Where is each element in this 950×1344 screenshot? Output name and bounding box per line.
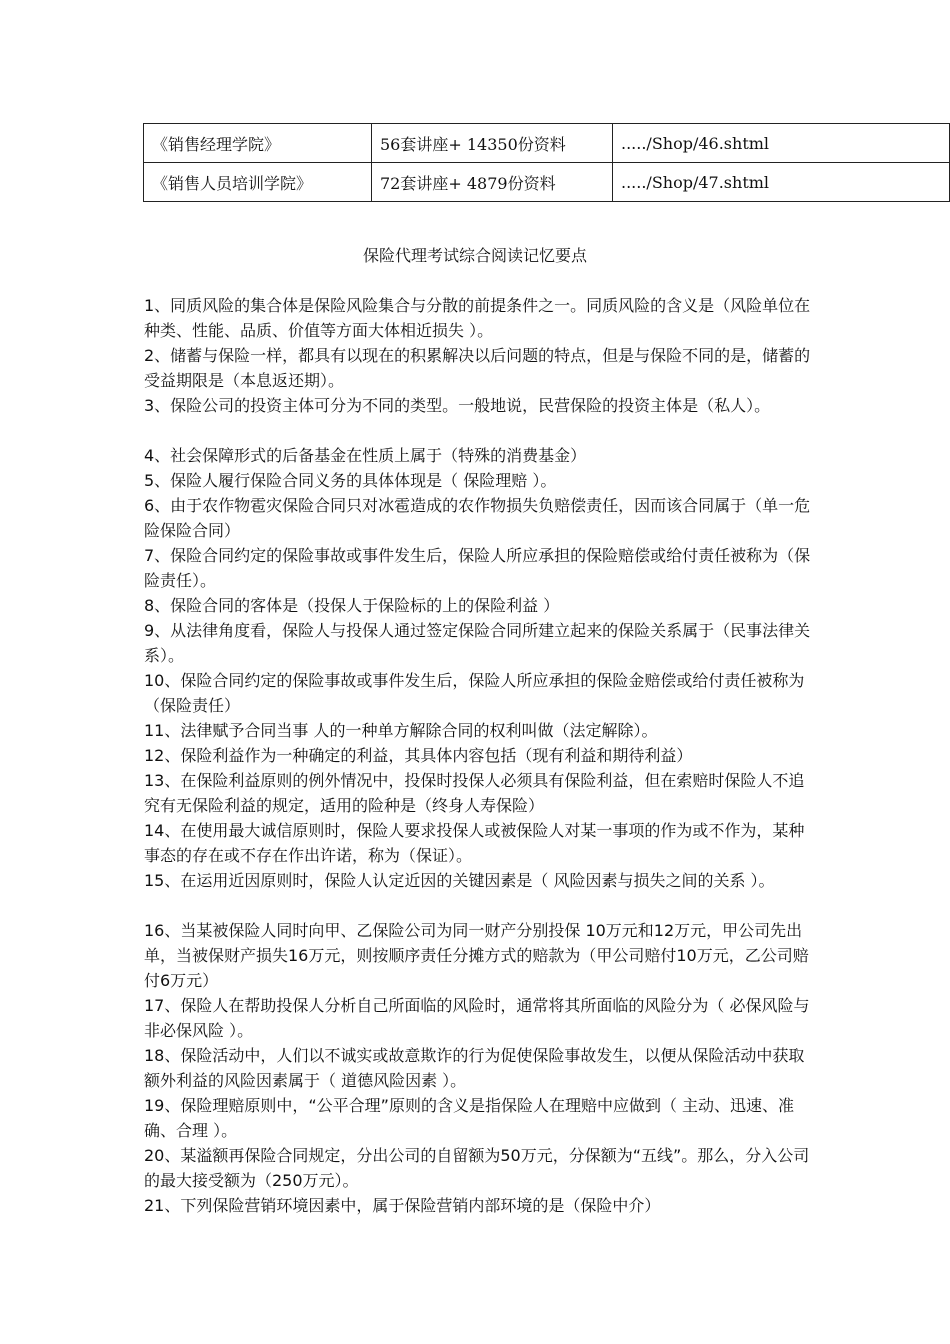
table-row — [144, 124, 950, 163]
course-name-cell: 《销售人员培训学院》 — [144, 163, 372, 202]
course-name-cell: 《销售经理学院》 — [144, 124, 372, 163]
catalog-table — [143, 123, 950, 202]
list-item: 10、保险合同约定的保险事故或事件发生后，保险人所应承担的保险金赔偿或给付责任被称为（保险责任） — [144, 671, 805, 715]
list-item: 8、保险合同的客体是（投保人于保险标的上的保险利益 ） — [144, 596, 560, 615]
list-item: 19、保险理赔原则中，“公平合理”原则的含义是指保险人在理赔中应做到（ 主动、迅速、准确、合理 ）。 — [144, 1096, 795, 1140]
course-link-cell: ...../Shop/47.shtml — [613, 163, 950, 202]
list-item: 9、从法律角度看，保险人与投保人通过签定保险合同所建立起来的保险关系属于（民事法律关系）。 — [144, 621, 811, 665]
list-item: 20、某溢额再保险合同规定，分出公司的自留额为50万元，分保额为“五线”。那么，分入公司的最大接受额为（250万元）。 — [144, 1146, 810, 1190]
list-item: 7、保险合同约定的保险事故或事件发生后，保险人所应承担的保险赔偿或给付责任被称为（保险责任）。 — [144, 546, 811, 590]
list-item: 15、在运用近因原则时，保险人认定近因的关键因素是（ 风险因素与损失之间的关系 ）。 — [144, 871, 775, 890]
list-item: 11、法律赋予合同当事 人的一种单方解除合同的权利叫做（法定解除）。 — [144, 721, 658, 740]
table-row — [144, 163, 950, 202]
list-item: 13、在保险利益原则的例外情况中，投保时投保人必须具有保险利益，但在索赔时保险人不追究有无保险利益的规定，适用的险种是（终身人寿保险） — [144, 771, 805, 815]
list-item: 17、保险人在帮助投保人分析自己所面临的风险时，通常将其所面临的风险分为（ 必保风险与非必保风险 ）。 — [144, 996, 810, 1040]
list-item: 14、在使用最大诚信原则时，保险人要求投保人或被保险人对某一事项的作为或不作为，某种事态的存在或不存在作出许诺，称为（保证）。 — [144, 821, 805, 865]
list-item: 3、保险公司的投资主体可分为不同的类型。一般地说，民营保险的投资主体是（私人）。 — [144, 396, 771, 415]
list-item: 12、保险利益作为一种确定的利益，其具体内容包括（现有利益和期待利益） — [144, 746, 693, 765]
document-body — [144, 293, 812, 1218]
course-content-cell: 72套讲座+ 4879份资料 — [372, 163, 613, 202]
list-item: 21、下列保险营销环境因素中，属于保险营销内部环境的是（保险中介） — [144, 1196, 661, 1215]
list-item: 16、当某被保险人同时向甲、乙保险公司为同一财产分别投保 10万元和12万元，甲公司先出单，当被保财产损失16万元，则按顺序责任分摊方式的赔款为（甲公司赔付10万元，乙公司赔付6万元） — [144, 921, 809, 990]
list-item: 2、储蓄与保险一样，都具有以现在的积累解决以后问题的特点，但是与保险不同的是，储蓄的受益期限是（本息返还期）。 — [144, 346, 811, 390]
course-content-cell: 56套讲座+ 14350份资料 — [372, 124, 613, 163]
list-item: 6、由于农作物雹灾保险合同只对冰雹造成的农作物损失负赔偿责任，因而该合同属于（单一危险保险合同） — [144, 496, 811, 540]
list-item: 1、同质风险的集合体是保险风险集合与分散的前提条件之一。同质风险的含义是（风险单位在种类、性能、品质、价值等方面大体相近损失 ）。 — [144, 296, 811, 340]
list-item: 5、保险人履行保险合同义务的具体体现是（ 保险理赔 ）。 — [144, 471, 557, 490]
list-item: 4、社会保障形式的后备基金在性质上属于（特殊的消费基金） — [144, 446, 587, 465]
list-item: 18、保险活动中，人们以不诚实或故意欺诈的行为促使保险事故发生，以便从保险活动中获取额外利益的风险因素属于（ 道德风险因素 ）。 — [144, 1046, 805, 1090]
document-title: 保险代理考试综合阅读记忆要点 — [362, 246, 587, 265]
course-link-cell: ...../Shop/46.shtml — [613, 124, 950, 163]
